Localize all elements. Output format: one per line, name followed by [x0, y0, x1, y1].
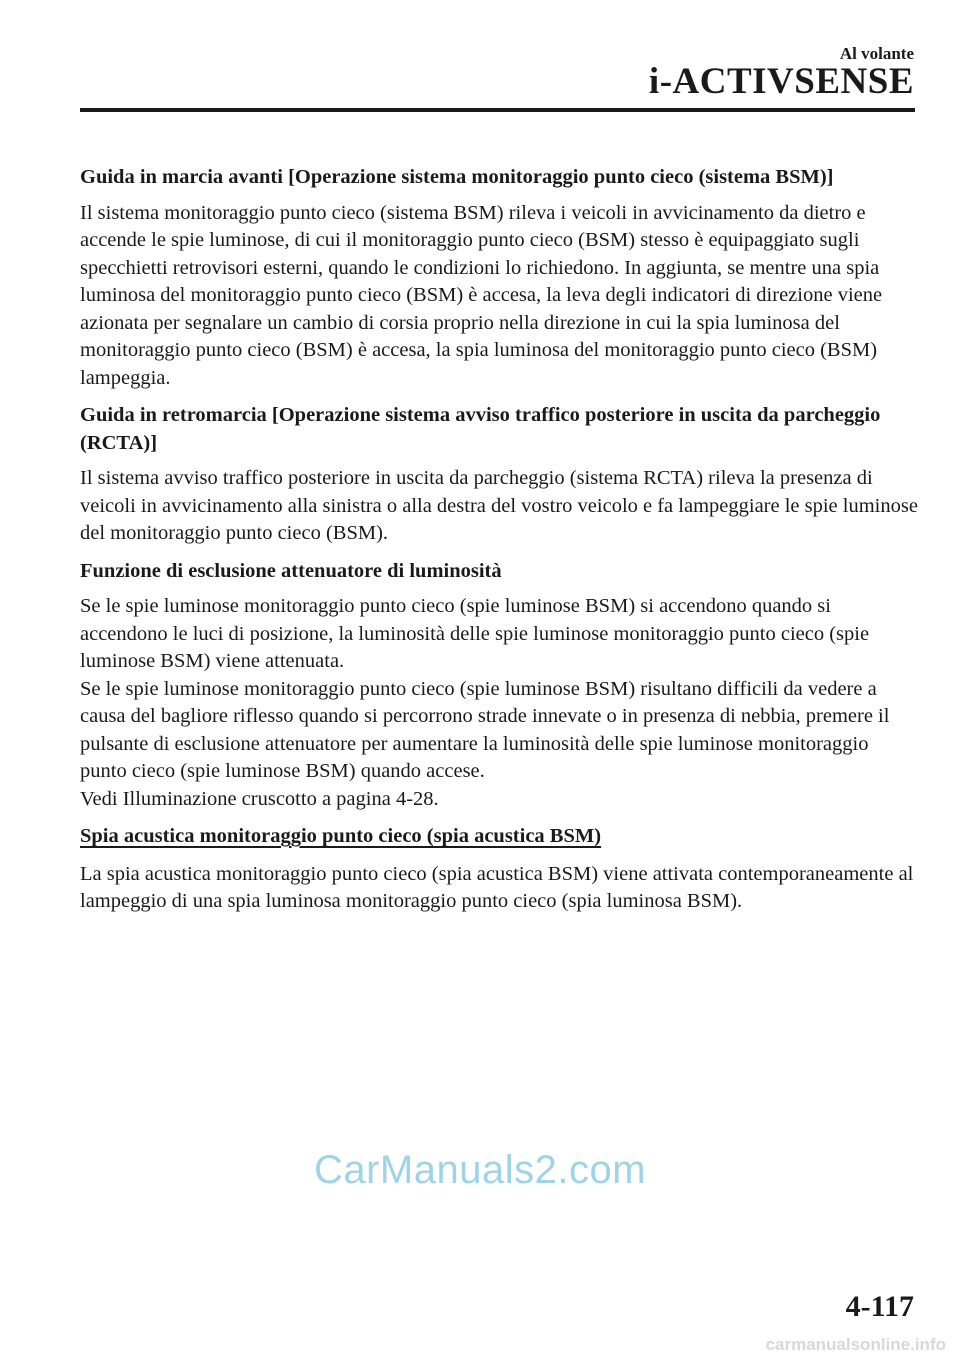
page-content: [80, 164, 918, 926]
section-bsm-beep: [80, 823, 918, 851]
section-body: La spia acustica monitoraggio punto cieco (spia acustica BSM) viene attivata contemporaneamente al lampeggio di una spia luminosa monitoraggio punto cieco (spia luminosa BSM).: [80, 862, 914, 912]
section-heading: Guida in retromarcia [Operazione sistema avviso traffico posteriore in uscita da parcheggio (RCTA)]: [80, 404, 881, 454]
section-label: Al volante: [839, 44, 914, 63]
page-number: 4-117: [845, 1290, 914, 1323]
body-line: Se le spie luminose monitoraggio punto cieco (spie luminose BSM) risultano difficili da vedere a causa del bagliore riflesso quando si percorrono strade innevate o in presenza di nebbia, premere il pulsante di esclusione attenuatore per aumentare la luminosità delle spie luminose monitoraggio punto cieco (spie luminose BSM) quando accese.: [80, 677, 890, 782]
section-forward-driving: [80, 164, 918, 392]
section-body: [80, 593, 918, 813]
section-heading: Funzione di esclusione attenuatore di luminosità: [80, 559, 502, 582]
body-line: Se le spie luminose monitoraggio punto cieco (spie luminose BSM) si accendono quando si accendono le luci di posizione, la luminosità delle spie luminose monitoraggio punto cieco (spie luminose BSM) viene attenuata.: [80, 595, 870, 672]
section-body: Il sistema avviso traffico posteriore in uscita da parcheggio (sistema RCTA) rileva la presenza di veicoli in avvicinamento alla sinistra o alla destra del vostro veicolo e fa lampeggiare le spie luminose del monitoraggio punto cieco (BSM).: [80, 467, 918, 544]
watermark-logo: CarManuals2.com: [313, 1148, 647, 1192]
section-reverse-driving: [80, 402, 918, 548]
section-body: Il sistema monitoraggio punto cieco (sistema BSM) rileva i veicoli in avvicinamento da dietro e accende le spie luminose, di cui il monitoraggio punto cieco (BSM) stesso è equipaggiato sugli specchietti retrovisori esterni, quando le condizioni lo richiedono. In aggiunta, se mentre una spia luminosa del monitoraggio punto cieco (BSM) è accesa, la leva degli indicatori di direzione viene azionata per segnalare un cambio di corsia proprio nella direzione in cui la spia luminosa del monitoraggio punto cieco (BSM) è accesa, la spia luminosa del monitoraggio punto cieco (BSM) lampeggia.: [80, 201, 883, 389]
chapter-title: i-ACTIVSENSE: [648, 61, 914, 102]
section-dimmer-cancel: [80, 558, 918, 814]
section-heading-underlined: Spia acustica monitoraggio punto cieco (spia acustica BSM): [80, 825, 602, 847]
section-heading: Guida in marcia avanti [Operazione sistema monitoraggio punto cieco (sistema BSM)]: [80, 166, 834, 188]
cross-reference: Vedi Illuminazione cruscotto a pagina 4-28.: [80, 787, 439, 810]
header-divider: [80, 108, 915, 112]
footer-url: carmanualsonline.info: [765, 1335, 946, 1354]
